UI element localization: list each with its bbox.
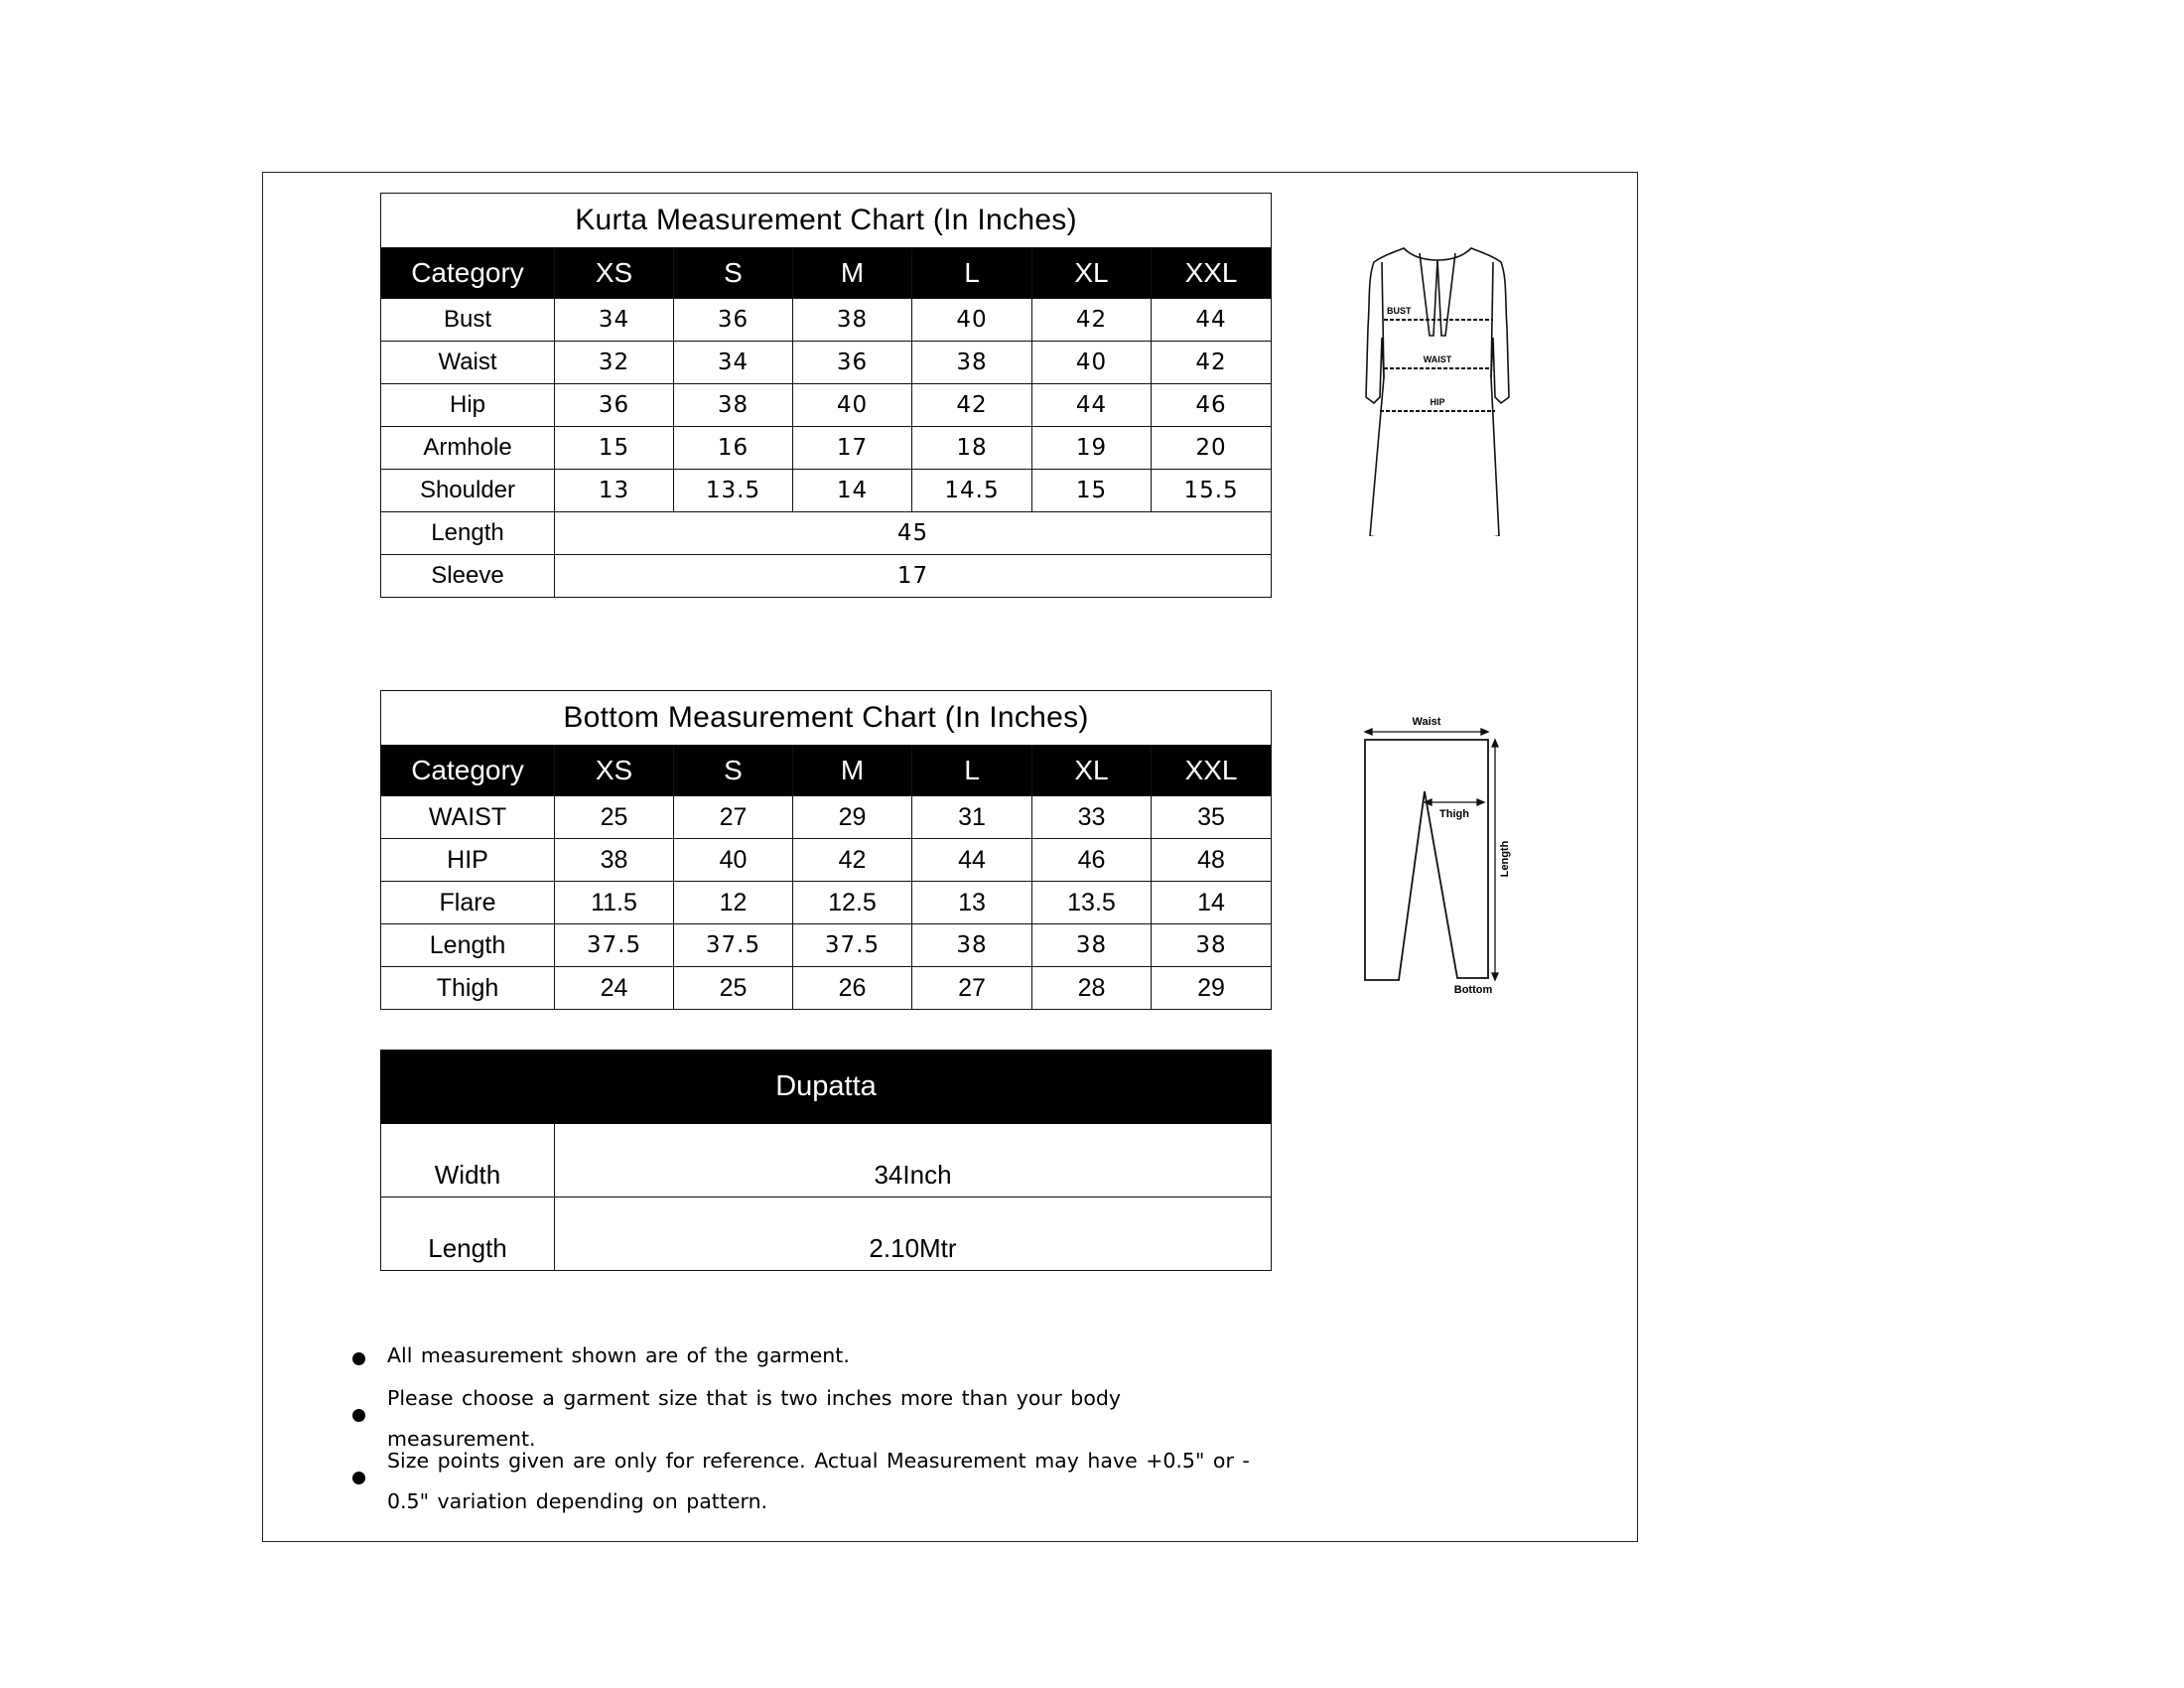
cell-value: 40 xyxy=(912,299,1032,342)
note-item xyxy=(352,1441,1266,1522)
cell-value: 14 xyxy=(1152,882,1272,924)
bottom-chart-title: Bottom Measurement Chart (In Inches) xyxy=(381,691,1272,746)
note-line: All measurement shown are of the garment. xyxy=(387,1343,850,1367)
cell-value: 38 xyxy=(912,924,1032,967)
cell-value: 24 xyxy=(555,967,674,1010)
kurta-measurement-table xyxy=(380,193,1272,598)
header-size-xl: XL xyxy=(1032,746,1152,796)
kurta-header-row xyxy=(381,248,1272,299)
header-size-s: S xyxy=(674,746,793,796)
cell-value: 38 xyxy=(793,299,912,342)
length-label: Length xyxy=(1499,840,1511,878)
table-row xyxy=(381,924,1272,967)
notes-list xyxy=(352,1336,1266,1522)
bust-label: BUST xyxy=(1387,306,1412,316)
table-row xyxy=(381,555,1272,598)
cell-value: 48 xyxy=(1152,839,1272,882)
table-row xyxy=(381,427,1272,470)
row-label: Hip xyxy=(381,384,555,427)
cell-value: 36 xyxy=(793,342,912,384)
cell-value: 44 xyxy=(912,839,1032,882)
dupatta-table xyxy=(380,1050,1272,1271)
cell-value: 36 xyxy=(555,384,674,427)
bottom-label: Bottom xyxy=(1453,984,1493,996)
table-row xyxy=(381,342,1272,384)
header-size-xs: XS xyxy=(555,248,674,299)
header-size-l: L xyxy=(912,248,1032,299)
cell-value: 40 xyxy=(1032,342,1152,384)
kurta-chart-title: Kurta Measurement Chart (In Inches) xyxy=(381,194,1272,248)
row-label: Length xyxy=(381,924,555,967)
header-size-xs: XS xyxy=(555,746,674,796)
cell-value: 13 xyxy=(912,882,1032,924)
header-size-xxl: XXL xyxy=(1152,746,1272,796)
cell-value: 34 xyxy=(555,299,674,342)
cell-value: 40 xyxy=(793,384,912,427)
cell-value: 29 xyxy=(1152,967,1272,1010)
row-label: Armhole xyxy=(381,427,555,470)
table-row xyxy=(381,512,1272,555)
header-size-m: M xyxy=(793,746,912,796)
note-item xyxy=(352,1336,1266,1376)
table-row xyxy=(381,384,1272,427)
cell-value: 37.5 xyxy=(674,924,793,967)
cell-value: 37.5 xyxy=(793,924,912,967)
header-size-s: S xyxy=(674,248,793,299)
row-label: Sleeve xyxy=(381,555,555,598)
table-row xyxy=(381,796,1272,839)
cell-value: 14 xyxy=(793,470,912,512)
bullet-icon xyxy=(352,1352,365,1365)
cell-value: 35 xyxy=(1152,796,1272,839)
table-row xyxy=(381,839,1272,882)
cell-value: 38 xyxy=(555,839,674,882)
bottom-header-row xyxy=(381,746,1272,796)
cell-value: 40 xyxy=(674,839,793,882)
cell-value: 15.5 xyxy=(1152,470,1272,512)
cell-value: 15 xyxy=(1032,470,1152,512)
thigh-label: Thigh xyxy=(1439,808,1469,820)
row-label: Flare xyxy=(381,882,555,924)
cell-value: 36 xyxy=(674,299,793,342)
cell-value: 34 xyxy=(674,342,793,384)
cell-value: 46 xyxy=(1152,384,1272,427)
cell-value: 45 xyxy=(555,512,1272,555)
table-row xyxy=(381,1124,1272,1197)
cell-value: 37.5 xyxy=(555,924,674,967)
cell-value: 12 xyxy=(674,882,793,924)
cell-value: 44 xyxy=(1032,384,1152,427)
cell-value: 33 xyxy=(1032,796,1152,839)
cell-value: 27 xyxy=(674,796,793,839)
bottom-measurement-table xyxy=(380,690,1272,1010)
dupatta-title: Dupatta xyxy=(381,1051,1272,1124)
cell-value: 42 xyxy=(1032,299,1152,342)
cell-value: 17 xyxy=(555,555,1272,598)
note-line: measurement. xyxy=(387,1427,536,1451)
hip-label: HIP xyxy=(1430,397,1445,407)
table-row xyxy=(381,470,1272,512)
cell-value: 38 xyxy=(912,342,1032,384)
cell-value: 25 xyxy=(555,796,674,839)
cell-value: 42 xyxy=(912,384,1032,427)
bullet-icon xyxy=(352,1472,365,1484)
table-row xyxy=(381,882,1272,924)
cell-value: 31 xyxy=(912,796,1032,839)
bullet-icon xyxy=(352,1409,365,1422)
cell-value: 26 xyxy=(793,967,912,1010)
row-label: HIP xyxy=(381,839,555,882)
cell-value: 12.5 xyxy=(793,882,912,924)
cell-value: 13.5 xyxy=(674,470,793,512)
cell-value: 2.10Mtr xyxy=(555,1197,1272,1271)
header-category: Category xyxy=(381,746,555,796)
table-row xyxy=(381,967,1272,1010)
cell-value: 20 xyxy=(1152,427,1272,470)
table-row xyxy=(381,1197,1272,1271)
note-line: Size points given are only for reference. Actual Measurement may have +0.5" or - xyxy=(387,1449,1250,1473)
cell-value: 16 xyxy=(674,427,793,470)
cell-value: 18 xyxy=(912,427,1032,470)
cell-value: 38 xyxy=(1152,924,1272,967)
cell-value: 38 xyxy=(1032,924,1152,967)
cell-value: 46 xyxy=(1032,839,1152,882)
note-line: Please choose a garment size that is two inches more than your body xyxy=(387,1386,1122,1410)
waist-label: Waist xyxy=(1412,716,1441,728)
cell-value: 38 xyxy=(674,384,793,427)
cell-value: 27 xyxy=(912,967,1032,1010)
table-row xyxy=(381,299,1272,342)
row-label: Width xyxy=(381,1124,555,1197)
waist-label: WAIST xyxy=(1423,354,1452,364)
row-label: Waist xyxy=(381,342,555,384)
cell-value: 11.5 xyxy=(555,882,674,924)
cell-value: 28 xyxy=(1032,967,1152,1010)
cell-value: 44 xyxy=(1152,299,1272,342)
row-label: Thigh xyxy=(381,967,555,1010)
row-label: Bust xyxy=(381,299,555,342)
cell-value: 42 xyxy=(1152,342,1272,384)
row-label: Length xyxy=(381,512,555,555)
cell-value: 42 xyxy=(793,839,912,882)
cell-value: 14.5 xyxy=(912,470,1032,512)
cell-value: 15 xyxy=(555,427,674,470)
row-label: Shoulder xyxy=(381,470,555,512)
header-category: Category xyxy=(381,248,555,299)
bottom-illustration xyxy=(1355,710,1524,998)
header-size-m: M xyxy=(793,248,912,299)
cell-value: 32 xyxy=(555,342,674,384)
row-label: WAIST xyxy=(381,796,555,839)
cell-value: 34Inch xyxy=(555,1124,1272,1197)
row-label: Length xyxy=(381,1197,555,1271)
cell-value: 13 xyxy=(555,470,674,512)
cell-value: 13.5 xyxy=(1032,882,1152,924)
kurta-illustration xyxy=(1360,238,1519,536)
header-size-xxl: XXL xyxy=(1152,248,1272,299)
cell-value: 17 xyxy=(793,427,912,470)
note-line: 0.5" variation depending on pattern. xyxy=(387,1489,768,1513)
cell-value: 19 xyxy=(1032,427,1152,470)
cell-value: 29 xyxy=(793,796,912,839)
header-size-xl: XL xyxy=(1032,248,1152,299)
cell-value: 25 xyxy=(674,967,793,1010)
header-size-l: L xyxy=(912,746,1032,796)
